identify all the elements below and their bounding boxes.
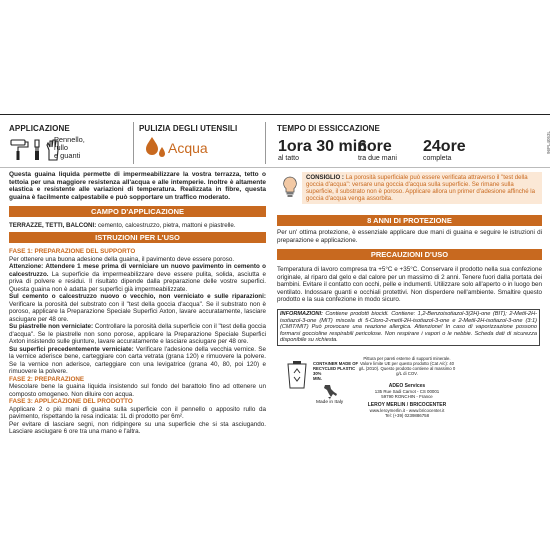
campo-text (9, 222, 266, 229)
precauzioni-title: PRECAUZIONI D'USO (370, 250, 449, 259)
sub2-lead: Su piastrelle non verniciate: (9, 323, 94, 330)
sub2-text: Controllare la porosità della superficie con il "test della goccia d'acqua". Se le piastrelle non sono porose, applicare la Preparazione Speciale Superfici Axton insistendo sulle giunture, lavare accuratamente e lasciare asciugare per 48 ore. (9, 323, 266, 345)
istruzioni-title: ISTRUZIONI PER L'USO (95, 233, 180, 242)
consiglio-lead: CONSIGLIO : (306, 174, 344, 181)
drying-value-1: 1ora 30 min (278, 138, 367, 155)
recycle-text: CONTAINER MADE OF RECYCLED PLASTIC 30% MIN. (313, 361, 359, 381)
phase3-text-1: Applicare 2 o più mani di guaina sulla superficie con il pennello o apposito rullo da pavimento, rispettando la resa indicata: 1L di prodotto per 6m². (9, 405, 266, 420)
attention-para (9, 263, 266, 293)
istruzioni-body (9, 248, 266, 436)
consiglio-panel (302, 172, 542, 204)
istruzioni-bar (9, 232, 266, 243)
sub3-lead: Su superfici precedentemente verniciate: (9, 345, 134, 353)
consiglio-body: La porosità superficiale può essere verificata attraverso il "test della goccia d'acqua": versare una goccia d'acqua sulla superficie. Se rimane sulla superficie, il substrato non è poroso. Applicare allora un primer d'adesione affinché la goccia d'acqua venga assorbita. (306, 174, 536, 203)
drying-item-3 (423, 139, 466, 163)
protezione-bar (277, 215, 542, 226)
campo-bar (9, 206, 266, 217)
precauzioni-text: Temperatura di lavoro compresa tra +5°C e +35°C. Conservare il prodotto nella sua confezione originale, al riparo dal gelo e dal calore per un massimo di 2 anni. Tenere fuori dalla portata dei bambini. Evitare il contatto con occhi, pelle e indumenti. Utilizzare solo all'aperto o in luogo ben ventilato. Indossare guanti e occhiali protettivi. Non disperdere nell'ambiente. Smaltire questo prodotto e la sua confezione in modo sicuro. (277, 266, 542, 303)
campo-title: CAMPO D'APPLICAZIONE (90, 207, 185, 216)
sub1-lead: Sul cemento o calcestruzzo nuovo o vecchio, non verniciato e sulle riparazioni: (9, 293, 266, 300)
tools-text: Pennello, rullo e guanti (54, 135, 85, 160)
drying-item-2 (358, 139, 397, 163)
precauzioni-bar (277, 249, 542, 260)
adeo-address: 135 Rue Sadi Carnot - CS 00001 59790 RONCHIN - France (374, 389, 440, 400)
drying-value-3: 24ore (423, 138, 466, 155)
cleaning-title: PULIZIA DEGLI UTENSILI (139, 124, 238, 133)
sub1-text: Verificare la porosità del substrato con il "test della goccia d'acqua". Se il substrato non è poroso, applicare la Preparazione Speciale Superfici Axton, lavare accuratamente, lasciare asciugare per 48 ore. (9, 300, 266, 323)
drying-label-2: tra due mani (358, 155, 397, 162)
phase3-text-2: Per evitare di lasciare segni, non ridipingere su una superficie che si sta asciugando. Lasciare asciugare 6 ore tra una mano e l'altra. (9, 420, 266, 435)
sub1-para (9, 293, 266, 323)
leroy-block (358, 402, 456, 418)
header-divider-2 (265, 122, 266, 164)
informazioni-body: Contiene prodotti biocidi. Contiene: 1,2-Benzoisotiazol-3(2H)-one (BIT); 2-Metil-2H-isotiazol-3-one (MIT) miscela di 5-Cloro-2-metil-2H-isotiazol-3-one e 2-Metil-2H-isotiazol-3-one (3:1) (CMIT/MIT) Può provocare una reazione allergica. Attenzione! In caso di vaporizzazione possono formarsi goccioline respirabili pericolose. Non respirare i vapori o le nebbie. Scheda dati di sicurezza disponibile su richiesta. (280, 311, 537, 344)
sub3-para (9, 346, 266, 376)
made-in: Made in Italy (316, 400, 344, 405)
phase1-title: FASE 1: PREPARAZIONE DEL SUPPORTO (9, 248, 136, 255)
protezione-title: 8 ANNI DI PROTEZIONE (367, 216, 452, 225)
consiglio-box (277, 172, 542, 204)
sub3-text: Verificare l'adesione della vecchia vernice. Se la vernice aderisce bene, carteggiare con carta vetrata (grana 120) e rimuovere la polvere. Se la vernice non aderisce, carteggiare con una levigatrice (grana 40, 80, poi 120) e rimuovere la polvere. (9, 345, 266, 375)
protezione-text: Per un' ottima protezione, è essenziale applicare due mani di guaina e seguire le istruzioni di preparazione e applicazione. (277, 229, 542, 244)
leroy-name: LEROY MERLIN / BRICOCENTER (367, 402, 447, 408)
pittura-text: Pittura per pareti esterne di supporti minerale. Valore limite UE per questo prodotto (Cat A/c): 40 g/L (2010). Questo prodotto contiene al massimo 0 g/L di COV. (358, 356, 456, 376)
leroy-phone: Tel: (+39) 0239886758 (384, 413, 430, 419)
drying-label-1: al tatto (278, 155, 300, 162)
phase1-intro: Per ottenere una buona adesione della guaina, il pavimento deve essere poroso. (9, 255, 235, 263)
drying-value-2: 6ore (358, 138, 392, 155)
italy-map-icon (322, 384, 340, 400)
informazioni-lead: INFORMAZIONI: (280, 311, 323, 317)
informazioni-text (280, 311, 537, 344)
informazioni-box (277, 309, 540, 346)
sub2-para (9, 323, 266, 346)
top-rule (0, 114, 550, 115)
adeo-name: ADEO Services (388, 383, 426, 389)
phase2-text: Mescolare bene la guaina liquida insistendo sul fondo del barattolo fino ad ottenere un composto omogeneo. Non diluire con acqua. (9, 383, 266, 398)
drying-label-3: completa (423, 155, 452, 162)
lightbulb-icon (282, 176, 298, 198)
side-code: 96PL4053L (545, 130, 551, 155)
cleaning-value: Acqua (168, 140, 208, 156)
recycle-container-icon (284, 360, 310, 390)
attention-lead: Attenzione: Attendere 1 mese prima di verniciare un nuovo pavimento in cemento o calcestruzzo. (9, 263, 266, 278)
attention-text: La superficie da impermeabilizzare deve essere pulita, solida, asciutta e priva di polvere e residui. Il risultato dipende dalla preparazione delle vostre superfici. Questa guaina non è adatta per superfici già impermeabilizzate. (9, 270, 266, 293)
application-title: APPLICAZIONE (9, 124, 70, 133)
drying-title: TEMPO DI ESSICCAZIONE (277, 124, 380, 133)
phase3-title: FASE 3: APPLICAZIONE DEL PRODOTTO (9, 398, 133, 405)
header-divider-1 (133, 122, 134, 164)
campo-body: cemento, calcestruzzo, pietra, mattoni e piastrelle. (96, 222, 236, 229)
intro-text: Questa guaina liquida permette di impermeabilizzare la vostra terrazza, tetto o tettoia per una maggiore resistenza all'acqua e alle intemperie. Inoltre è altamente elastica e resistente alle variazioni di temperatura. Realizzata in fibre, questa guaina è facilmente calpestabile e può sopportare un traffico moderato. (9, 171, 266, 201)
phase2-title: FASE 2: PREPARAZIONE (9, 375, 85, 383)
drying-item-1 (278, 139, 367, 163)
water-drops-icon (144, 136, 168, 160)
consiglio-text (302, 172, 542, 204)
campo-lead: TERRAZZE, TETTI, BALCONI: (9, 222, 97, 229)
leroy-web: www.leroymerlin.it - www.bricocenter.it (369, 408, 445, 413)
adeo-block (358, 383, 456, 399)
header-bottom-rule (0, 167, 550, 168)
